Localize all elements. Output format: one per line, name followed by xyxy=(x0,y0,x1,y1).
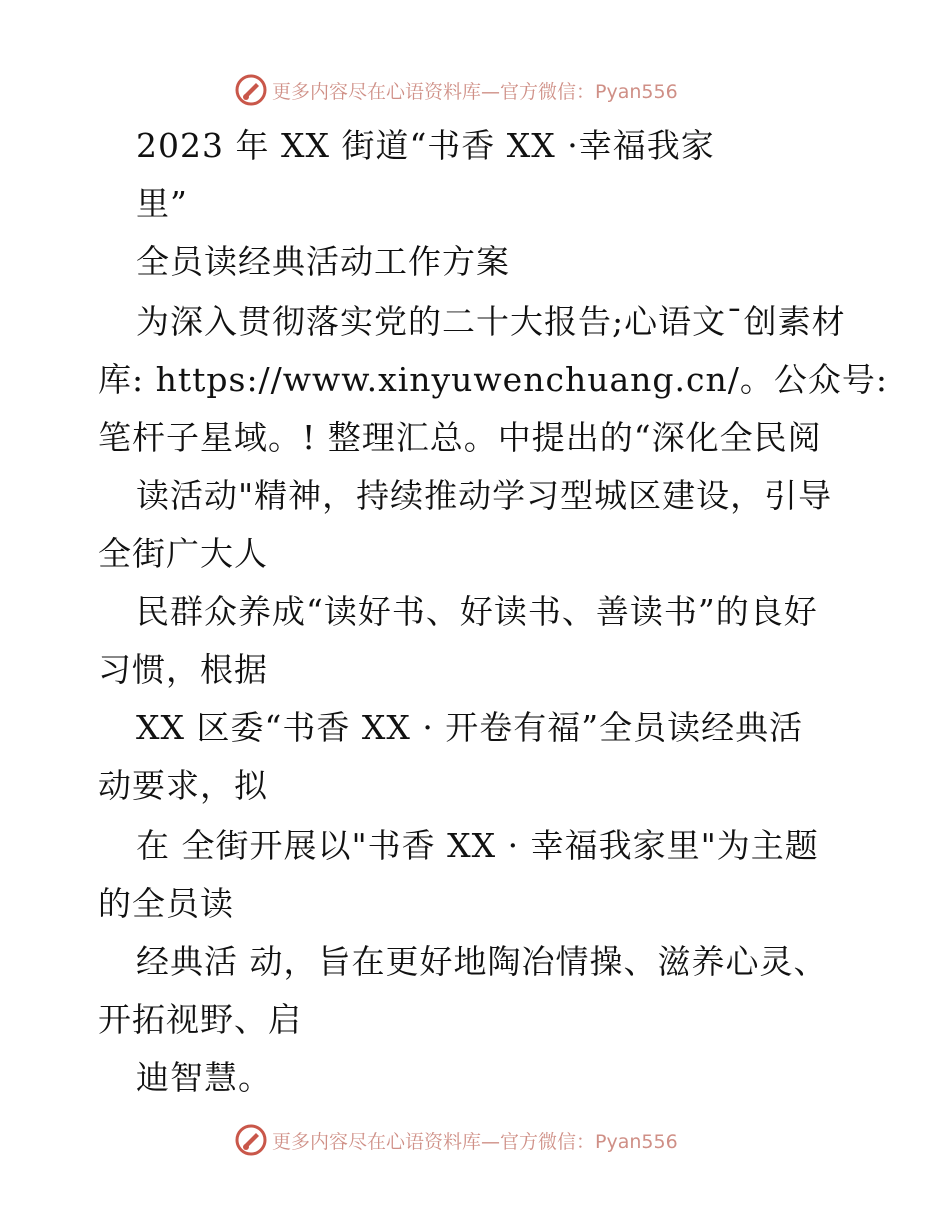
doc-line: 开拓视野、启 xyxy=(98,1000,302,1039)
doc-line: 经典活 动，旨在更好地陶冶情操、滋养心灵、 xyxy=(136,942,828,981)
doc-line: 为深入贯彻落实党的二十大报告;心语文¯创素材 xyxy=(136,302,846,341)
doc-line: 的全员读 xyxy=(98,884,234,923)
doc-line: 民群众养成“读好书、好读书、善读书”的良好 xyxy=(136,592,818,631)
doc-line: 习惯，根据 xyxy=(98,650,268,689)
doc-line: 2023 年 XX 街道“书香 XX ·幸福我家 xyxy=(136,126,715,165)
doc-line: 库: https://www.xinyuwenchuang.cn/。公众号: xyxy=(98,360,888,399)
doc-line: 笔杆子星域。! 整理汇总。中提出的“深化全民阅 xyxy=(98,418,822,457)
doc-line: XX 区委“书香 XX · 开卷有福”全员读经典活 xyxy=(136,708,804,747)
doc-line: 在 全街开展以"书香 XX · 幸福我家里"为主题 xyxy=(136,826,819,865)
watermark-text: 更多内容尽在心语资料库—官方微信：Pyan556 xyxy=(272,81,678,103)
brand-logo-icon xyxy=(234,1123,268,1157)
brand-logo-icon xyxy=(234,73,268,107)
doc-line: 全街广大人 xyxy=(98,534,268,573)
watermark-banner-bottom xyxy=(0,1120,950,1160)
doc-line: 迪智慧。 xyxy=(136,1058,272,1097)
watermark-text: 更多内容尽在心语资料库—官方微信：Pyan556 xyxy=(272,1131,678,1153)
doc-line: 全员读经典活动工作方案 xyxy=(136,242,510,281)
watermark-banner-top xyxy=(0,70,950,110)
doc-line: 动要求，拟 xyxy=(98,766,268,805)
doc-line: 读活动"精神，持续推动学习型城区建设，引导 xyxy=(136,476,833,515)
doc-line: 里” xyxy=(136,184,188,223)
